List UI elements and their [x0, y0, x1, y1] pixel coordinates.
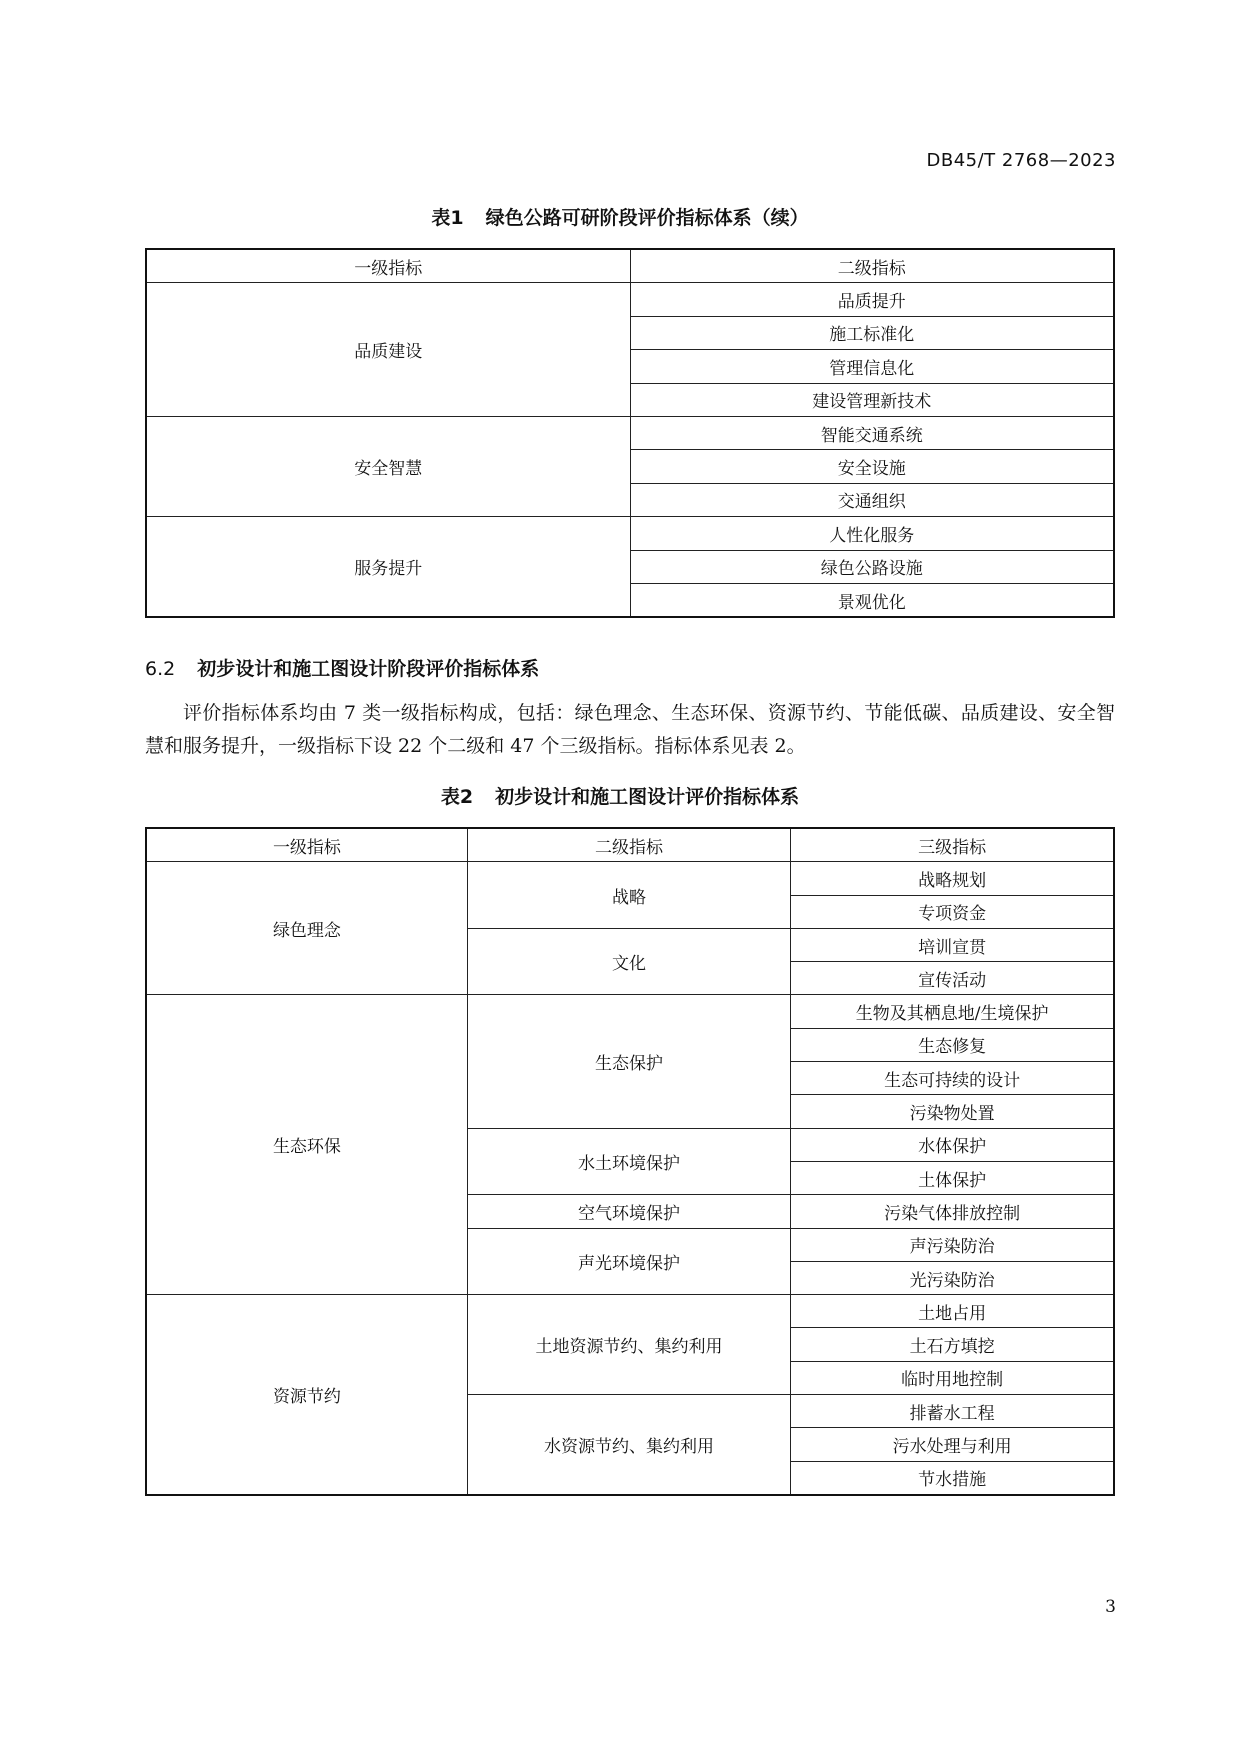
column-header: 二级指标	[467, 828, 790, 862]
column-header: 一级指标	[146, 249, 630, 283]
level3-cell: 污水处理与利用	[791, 1428, 1114, 1461]
table1	[145, 248, 1115, 618]
level2-cell: 战略	[467, 862, 790, 929]
section-heading	[145, 654, 539, 681]
level3-cell: 专项资金	[791, 895, 1114, 928]
table-header-row	[146, 828, 1114, 862]
level2-cell: 智能交通系统	[630, 416, 1114, 449]
level3-cell: 节水措施	[791, 1461, 1114, 1495]
table-row	[146, 517, 1114, 550]
level3-cell: 宣传活动	[791, 962, 1114, 995]
table2	[145, 827, 1115, 1496]
level2-cell: 空气环境保护	[467, 1195, 790, 1228]
level2-cell: 文化	[467, 928, 790, 995]
page-number: 3	[1105, 1597, 1116, 1617]
table-row	[146, 995, 1114, 1028]
level1-cell: 绿色理念	[146, 862, 467, 995]
table-row	[146, 862, 1114, 895]
body-paragraph: 评价指标体系均由 7 类一级指标构成，包括：绿色理念、生态环保、资源节约、节能低碳、品质建设、安全智慧和服务提升，一级指标下设 22 个二级和 47 个三级指标。指标体系见表 2。	[145, 702, 1115, 757]
level3-cell: 土体保护	[791, 1161, 1114, 1194]
level3-cell: 土地占用	[791, 1295, 1114, 1328]
table2-caption-number: 表2	[440, 786, 474, 808]
level2-cell: 建设管理新技术	[630, 383, 1114, 416]
level2-cell: 人性化服务	[630, 517, 1114, 550]
level2-cell: 品质提升	[630, 283, 1114, 316]
level3-cell: 生态可持续的设计	[791, 1062, 1114, 1095]
table2-caption	[0, 782, 1240, 809]
level3-cell: 光污染防治	[791, 1261, 1114, 1294]
level3-cell: 生物及其栖息地/生境保护	[791, 995, 1114, 1028]
level3-cell: 临时用地控制	[791, 1361, 1114, 1394]
level2-cell: 管理信息化	[630, 350, 1114, 383]
table1-caption-number: 表1	[431, 207, 464, 229]
level3-cell: 排蓄水工程	[791, 1395, 1114, 1428]
column-header: 一级指标	[146, 828, 467, 862]
column-header: 三级指标	[791, 828, 1114, 862]
level3-cell: 土石方填挖	[791, 1328, 1114, 1361]
level2-cell: 水土环境保护	[467, 1128, 790, 1195]
level2-cell: 交通组织	[630, 483, 1114, 516]
level1-cell: 资源节约	[146, 1295, 467, 1495]
table-row	[146, 1295, 1114, 1328]
section-number: 6.2	[145, 658, 176, 680]
level3-cell: 水体保护	[791, 1128, 1114, 1161]
level3-cell: 声污染防治	[791, 1228, 1114, 1261]
level2-cell: 景观优化	[630, 583, 1114, 617]
section-title: 初步设计和施工图设计阶段评价指标体系	[197, 658, 540, 680]
document-code: DB45/T 2768—2023	[926, 150, 1116, 171]
level3-cell: 战略规划	[791, 862, 1114, 895]
level2-cell: 土地资源节约、集约利用	[467, 1295, 790, 1395]
table1-caption-title: 绿色公路可研阶段评价指标体系（续）	[485, 207, 809, 229]
level2-cell: 安全设施	[630, 450, 1114, 483]
level2-cell: 生态保护	[467, 995, 790, 1128]
level2-cell: 声光环境保护	[467, 1228, 790, 1295]
level3-cell: 污染气体排放控制	[791, 1195, 1114, 1228]
level2-cell: 施工标准化	[630, 316, 1114, 349]
table-header-row	[146, 249, 1114, 283]
level1-cell: 服务提升	[146, 517, 630, 618]
level2-cell: 绿色公路设施	[630, 550, 1114, 583]
level3-cell: 培训宣贯	[791, 928, 1114, 961]
level1-cell: 安全智慧	[146, 416, 630, 516]
table-row	[146, 416, 1114, 449]
table1-caption	[0, 203, 1240, 230]
level3-cell: 污染物处置	[791, 1095, 1114, 1128]
level3-cell: 生态修复	[791, 1028, 1114, 1061]
level1-cell: 品质建设	[146, 283, 630, 417]
table2-caption-title: 初步设计和施工图设计评价指标体系	[495, 786, 800, 808]
level2-cell: 水资源节约、集约利用	[467, 1395, 790, 1495]
level1-cell: 生态环保	[146, 995, 467, 1295]
column-header: 二级指标	[630, 249, 1114, 283]
table-row	[146, 283, 1114, 316]
